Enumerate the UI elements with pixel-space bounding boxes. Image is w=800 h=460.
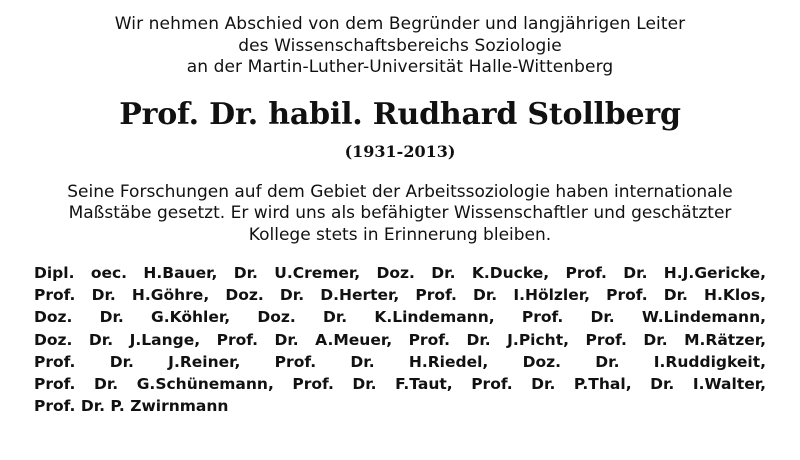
tribute-line: Seine Forschungen auf dem Gebiet der Arbeitssoziologie haben internationale [67, 181, 733, 202]
signers-line: Prof. Dr. G.Schünemann, Prof. Dr. F.Taut, Prof. Dr. P.Thal, Dr. I.Walter, [34, 375, 766, 394]
tribute-line: Maßstäbe gesetzt. Er wird uns als befähigter Wissenschaftler und geschätzter [68, 203, 732, 223]
signers-line: Doz. Dr. G.Köhler, Doz. Dr. K.Lindemann, Prof. Dr. W.Lindemann, [34, 308, 766, 327]
intro-line: Wir nehmen Abschied von dem Begründer und langjährigen Leiter [114, 14, 686, 34]
signers-line: Prof. Dr. H.Göhre, Doz. Dr. D.Herter, Prof. Dr. I.Hölzler, Prof. Dr. H.Klos, [34, 286, 766, 305]
signers-line: Dipl. oec. H.Bauer, Dr. U.Cremer, Doz. Dr. K.Ducke, Prof. Dr. H.J.Gericke, [34, 264, 766, 282]
tribute-line: Kollege stets in Erinnerung bleiben. [248, 224, 552, 245]
signers-line: Doz. Dr. J.Lange, Prof. Dr. A.Meuer, Prof. Dr. J.Picht, Prof. Dr. M.Rätzer, [34, 330, 766, 349]
intro-line: an der Martin-Luther-Universität Halle-Wittenberg [186, 57, 614, 77]
signers-line: Prof. Dr. P. Zwirnmann [34, 397, 229, 416]
intro-text [34, 14, 766, 79]
life-years: (1931-2013) [344, 141, 456, 161]
signers-line: Prof. Dr. J.Reiner, Prof. Dr. H.Riedel, Doz. Dr. I.Ruddigkeit, [34, 352, 766, 371]
intro-line: des Wissenschaftsbereichs Soziologie [238, 35, 562, 56]
deceased-name: Prof. Dr. habil. Rudhard Stollberg [119, 96, 681, 132]
obituary-notice [34, 14, 766, 446]
signers-list [34, 262, 766, 417]
tribute-text [34, 182, 766, 247]
